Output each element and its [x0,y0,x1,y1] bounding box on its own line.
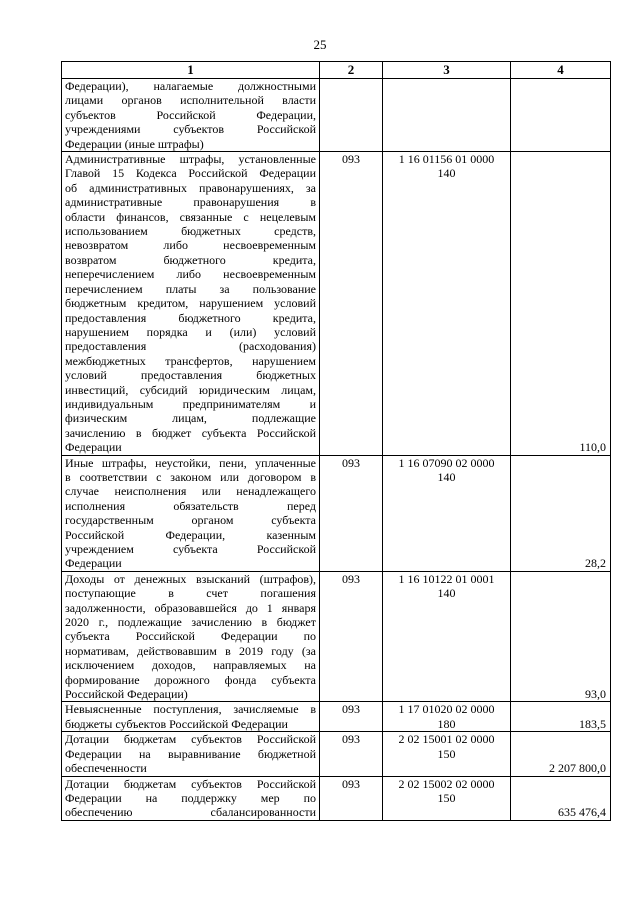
description-line: задолженности, образовавшейся до 1 января [65,600,316,615]
description-line: Главой 15 Кодекса Российской Федерации [65,166,316,181]
description-line: зачислению в бюджет субъекта Российской [65,425,316,440]
description-line: бюджетным кредитом, нарушением условий [65,296,316,311]
header-col-3: 3 [383,62,511,79]
description-line: Невыясненные поступления, зачисляемые в [65,702,316,717]
row-description [62,79,320,152]
row-budget-code: 2 02 15001 02 0000 150 [383,732,511,776]
row-amount: 93,0 [511,571,611,702]
row-description [62,571,320,702]
table-row [62,455,611,571]
table-row [62,702,611,732]
description-line: бюджеты субъектов Российской Федерации [65,716,288,731]
description-line: обеспечению сбалансированности [65,805,316,820]
description-line: Доходы от денежных взысканий (штрафов), [65,571,316,586]
description-line: инвестиций, субсидий юридическим лицам, [65,382,316,397]
description-line: административные правонарушения в [65,195,316,210]
description-line: формирование дорожного фонда субъекта [65,672,316,687]
description-line: случае неисполнения или ненадлежащего [65,484,316,499]
description-line: Федерации [65,556,122,571]
row-budget-code [383,79,511,152]
description-line: учреждением субъекта Российской [65,542,316,556]
table-body [62,79,611,821]
table-header-row [62,62,611,79]
row-amount: 635 476,4 [511,776,611,820]
description-line: условий предоставления бюджетных [65,368,316,383]
description-line: Дотации бюджетам субъектов Российской [65,732,316,747]
description-line: Федерации на поддержку мер по [65,790,316,805]
row-budget-code: 1 17 01020 02 0000 180 [383,702,511,732]
description-line: учреждениями субъектов Российской [65,122,316,137]
description-line: Административные штрафы, установленные [65,152,316,167]
row-amount: 28,2 [511,455,611,571]
description-line: межбюджетных трансфертов, нарушением [65,353,316,368]
row-admin-code: 093 [320,776,383,820]
page-number: 25 [313,37,327,52]
row-budget-code: 1 16 01156 01 0000 140 [383,152,511,456]
row-admin-code: 093 [320,455,383,571]
table-row [62,732,611,776]
table-row [62,79,611,152]
table-row [62,571,611,702]
row-amount: 110,0 [511,152,611,456]
description-line: обеспеченности [65,761,147,776]
row-admin-code: 093 [320,571,383,702]
row-admin-code: 093 [320,152,383,456]
description-line: использованием бюджетных средств, [65,224,316,239]
row-description [62,455,320,571]
row-admin-code: 093 [320,732,383,776]
description-line: Российской Федерации, казенным [65,527,316,542]
description-line: предоставления бюджетного кредита, [65,310,316,325]
description-line: нормативам, действовавшим в 2019 году (за [65,643,316,658]
row-amount: 183,5 [511,702,611,732]
row-budget-code: 1 16 07090 02 0000 140 [383,455,511,571]
row-budget-code: 1 16 10122 01 0001 140 [383,571,511,702]
row-amount [511,79,611,152]
description-line: государственным органом субъекта [65,513,316,528]
row-description [62,776,320,820]
description-line: индивидуальным предпринимателям и [65,396,316,411]
description-line: Федерации), налагаемые должностными [65,79,316,93]
description-line: лицами органов исполнительной власти [65,93,316,108]
description-line: перечислением платы за пользование [65,281,316,296]
description-line: физическим лицам, подлежащие [65,411,316,426]
row-description [62,732,320,776]
description-line: поступающие в счет погашения [65,586,316,601]
description-line: субъектов Российской Федерации, [65,107,316,122]
description-line: в соответствии с законом или договором в [65,469,316,484]
revenue-table [61,61,611,821]
description-line: субъекта Российской Федерации по [65,629,316,644]
description-line: Российской Федерации) [65,687,188,702]
description-line: об административных правонарушениях, за [65,180,316,195]
description-line: Дотации бюджетам субъектов Российской [65,776,316,791]
description-line: области финансов, связанные с нецелевым [65,209,316,224]
table-row [62,152,611,456]
row-admin-code: 093 [320,702,383,732]
description-line: Федерации на выравнивание бюджетной [65,746,316,761]
table-row [62,776,611,820]
description-line: нарушением порядка и (или) условий [65,324,316,339]
row-admin-code [320,79,383,152]
header-col-1: 1 [62,62,320,79]
description-line: 2020 г., подлежащие зачислению в бюджет [65,615,316,630]
description-line: неперечислением либо несвоевременным [65,267,316,282]
row-description [62,702,320,732]
header-col-2: 2 [320,62,383,79]
description-line: Федерации (иные штрафы) [65,136,204,151]
row-description [62,152,320,456]
description-line: Иные штрафы, неустойки, пени, уплаченные [65,455,316,470]
description-line: исполнения обязательств перед [65,498,316,513]
row-amount: 2 207 800,0 [511,732,611,776]
description-line: невозвратом либо несвоевременным [65,238,316,253]
header-col-4: 4 [511,62,611,79]
description-line: возвратом бюджетного кредита, [65,252,316,267]
description-line: исключением доходов, направляемых на [65,658,316,673]
row-budget-code: 2 02 15002 02 0000 150 [383,776,511,820]
description-line: Федерации [65,440,122,455]
description-line: предоставления (расходования) [65,339,316,354]
